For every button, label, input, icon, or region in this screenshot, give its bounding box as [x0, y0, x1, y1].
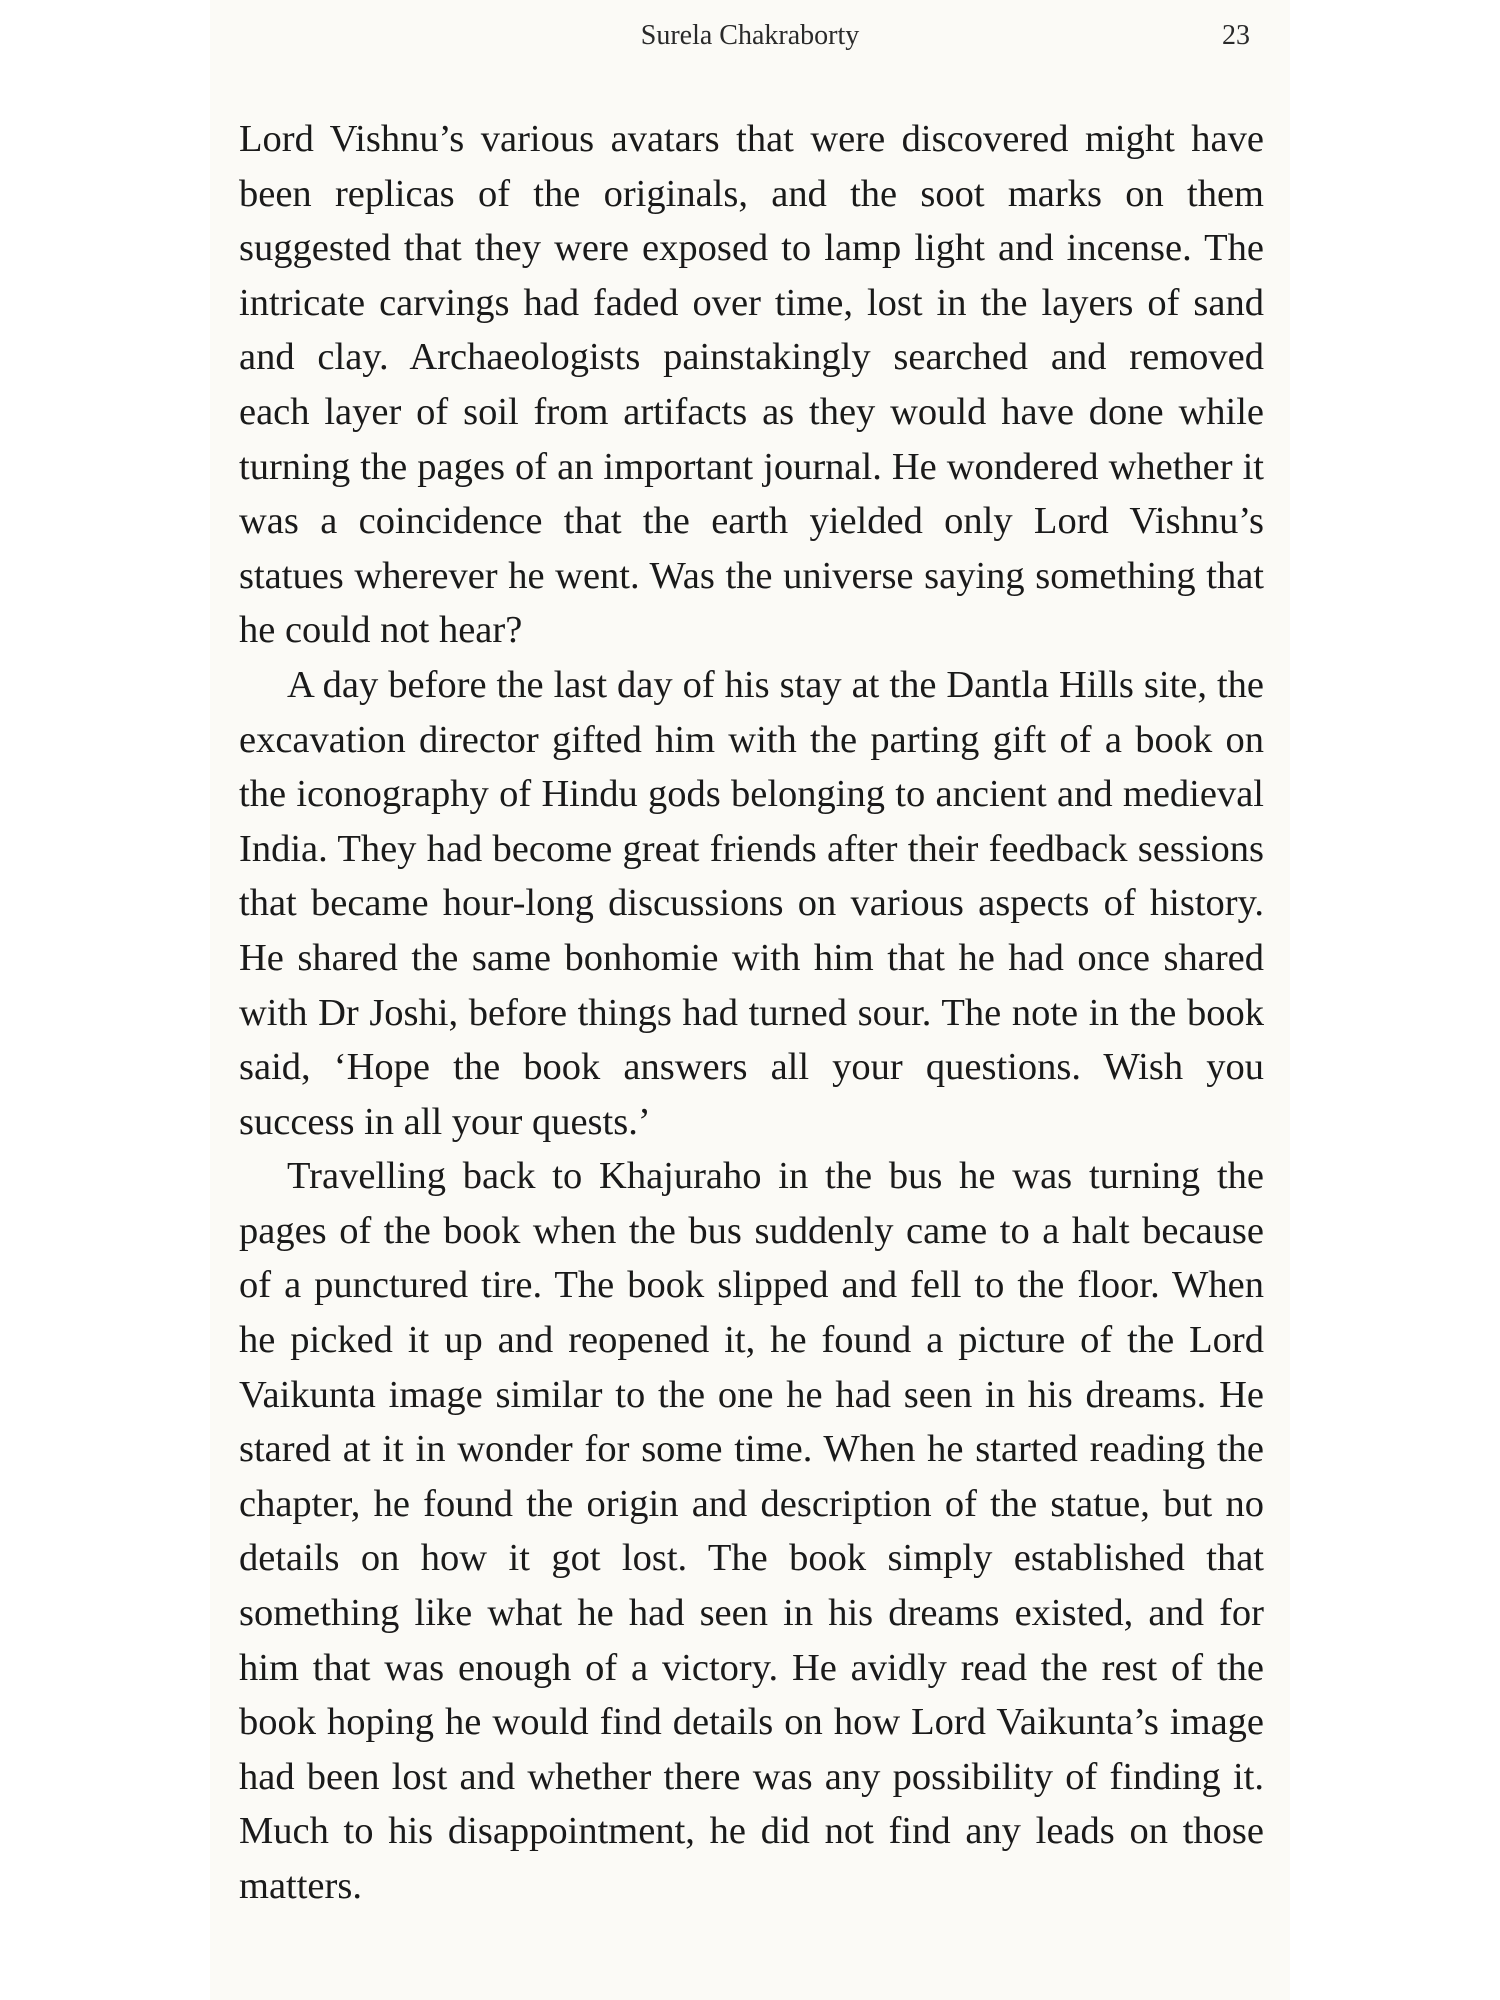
running-head: [210, 14, 1290, 58]
body-text: [239, 112, 1264, 1914]
paragraph-1: Lord Vishnu’s various avatars that were discovered might have been replicas of the originals, and the soot marks on them suggested that they were exposed to lamp light and incense. The intricate carvings had faded over time, lost in the layers of sand and clay. Archaeologists painstakingly searched and removed each layer of soil from artifacts as they would have done while turning the pages of an important journal. He wondered whether it was a coincidence that the earth yielded only Lord Vishnu’s statues wherever he went. Was the universe saying something that he could not hear?: [239, 118, 1264, 652]
paragraph-3: Travelling back to Khajuraho in the bus he was turning the pages of the book when the bus suddenly came to a halt because of a punctured tire. The book slipped and fell to the floor. When he picked it up and reopened it, he found a picture of the Lord Vaikunta image similar to the one he had seen in his dreams. He stared at it in wonder for some time. When he started reading the chapter, he found the origin and description of the statue, but no details on how it got lost. The book simply established that something like what he had seen in his dreams existed, and for him that was enough of a victory. He avidly read the rest of the book hoping he would find details on how Lord Vaikunta’s image had been lost and whether there was any possibility of finding it. Much to his disappointment, he did not find any leads on those matters.: [239, 1155, 1264, 1907]
book-page: [210, 0, 1290, 2000]
paragraph-2: A day before the last day of his stay at the Dantla Hills site, the excavation director gifted him with the parting gift of a book on the iconography of Hindu gods belonging to ancient and medieval India. They had become great friends after their feedback sessions that became hour-long discussions on various aspects of history. He shared the same bonhomie with him that he had once shared with Dr Joshi, before things had turned sour. The note in the book said, ‘Hope the book answers all your questions. Wish you success in all your quests.’: [239, 663, 1264, 1143]
page-number: 23: [1222, 20, 1250, 51]
running-head-author: Surela Chakraborty: [640, 20, 860, 51]
